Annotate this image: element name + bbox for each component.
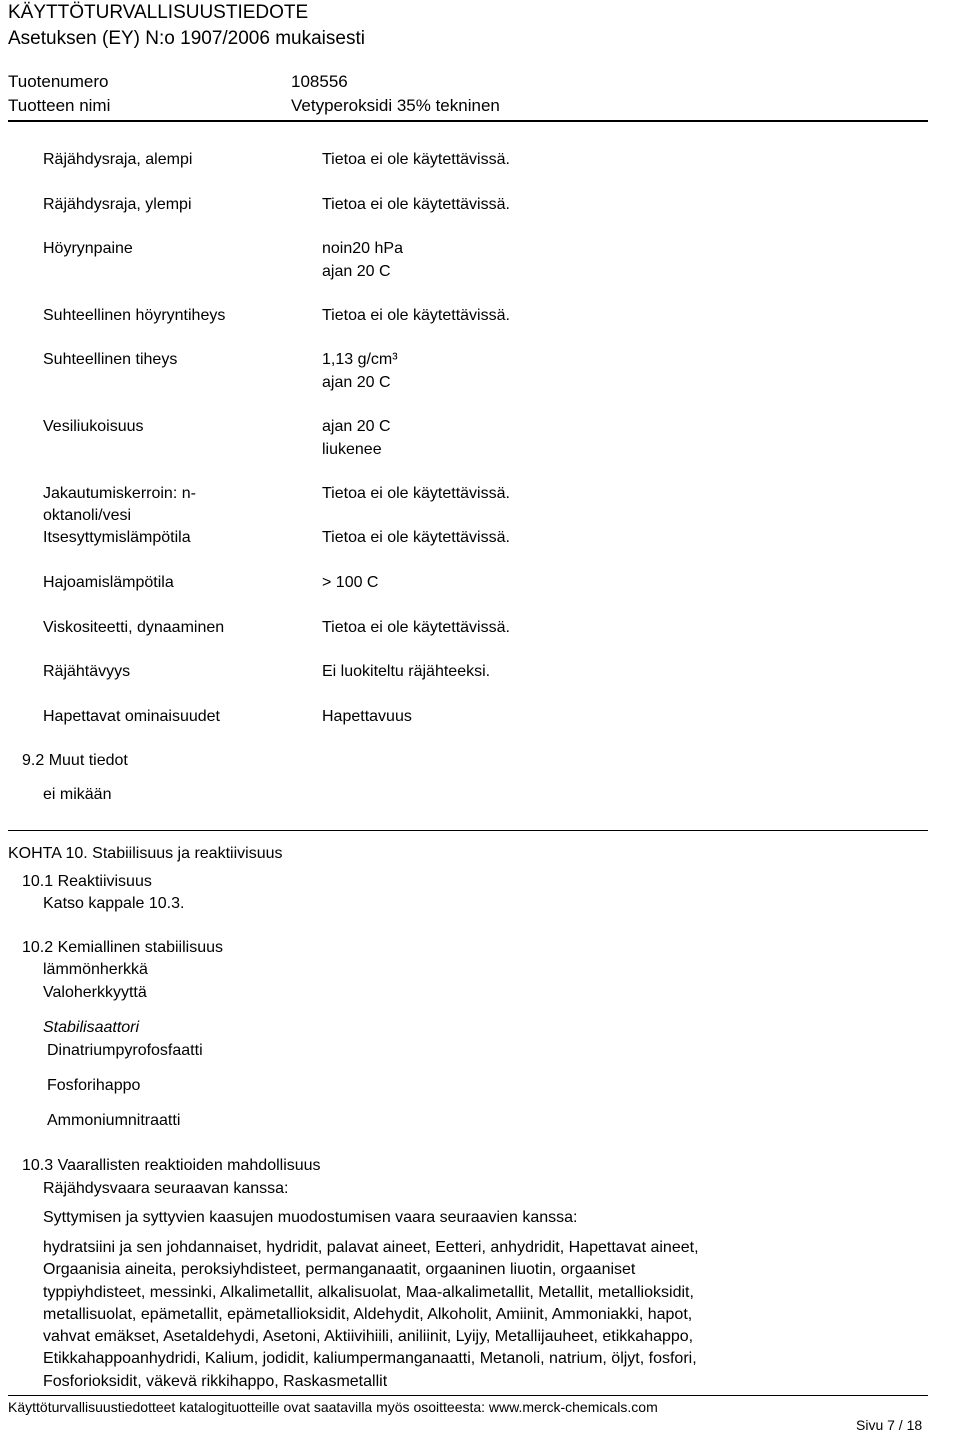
list-line: Orgaanisia aineita, peroksiyhdisteet, permanganaatit, orgaaninen liuotin, orgaaniset — [43, 1261, 636, 1279]
property-value: Tietoa ei ole käytettävissä. — [322, 485, 510, 502]
list-line: vahvat emäkset, Asetaldehydi, Asetoni, Aktiivihiili, aniliinit, Lyijy, Metallijauheet, etikkahappo, — [43, 1328, 694, 1346]
document-title: KÄYTTÖTURVALLISUUSTIEDOTE — [8, 2, 309, 23]
product-name-value: Vetyperoksidi 35% tekninen — [291, 96, 500, 115]
property-label: Hapettavat ominaisuudet — [43, 708, 220, 725]
list-line: Fosforioksidit, väkevä rikkihappo, Raskasmetallit — [43, 1372, 388, 1390]
property-value-condition: ajan 20 C — [322, 374, 391, 391]
section-divider — [8, 830, 928, 831]
property-label: Räjähdysraja, alempi — [43, 151, 193, 168]
property-label: Hajoamislämpötila — [43, 574, 174, 591]
property-value: ajan 20 C — [322, 418, 391, 435]
property-value-detail: liukenee — [322, 441, 382, 458]
property-label: Höyrynpaine — [43, 240, 133, 257]
property-value: > 100 C — [322, 574, 379, 591]
property-value: Hapettavuus — [322, 708, 412, 725]
property-label: Räjähdysraja, ylempi — [43, 196, 192, 213]
stabilizer-item: Fosforihappo — [47, 1077, 141, 1094]
list-line: metallisuolat, epämetallit, epämetallioksidit, Aldehydit, Alkoholit, Amiinit, Ammoniakki, hapot, — [43, 1305, 693, 1323]
document-subtitle: Asetuksen (EY) N:o 1907/2006 mukaisesti — [8, 28, 365, 49]
section-10-2-line: lämmönherkkä — [43, 961, 148, 978]
property-label: Viskositeetti, dynaaminen — [43, 619, 225, 636]
section-10-3-line: Räjähdysvaara seuraavan kanssa: — [43, 1180, 289, 1197]
section-10-3-heading: 10.3 Vaarallisten reaktioiden mahdollisuus — [22, 1157, 321, 1174]
property-value: 1,13 g/cm³ — [322, 351, 398, 368]
section-9-2-text: ei mikään — [43, 786, 112, 803]
page-number: Sivu 7 / 18 — [856, 1417, 923, 1433]
property-value: Tietoa ei ole käytettävissä. — [322, 529, 510, 546]
stabilizer-label: Stabilisaattori — [43, 1019, 140, 1036]
property-label: Jakautumiskerroin: n- — [43, 485, 196, 502]
property-value: Ei luokiteltu räjähteeksi. — [322, 663, 491, 680]
property-value-condition: ajan 20 C — [322, 263, 391, 280]
footer-note: Käyttöturvallisuustiedotteet katalogituotteille ovat saatavilla myös osoitteesta: www.merck-chemicals.com — [8, 1399, 658, 1415]
property-value: Tietoa ei ole käytettävissä. — [322, 151, 510, 168]
list-line: typpiyhdisteet, messinki, Alkalimetallit, alkalisuolat, Maa-alkalimetallit, Metallit, metallioksidit, — [43, 1283, 694, 1301]
header-divider — [8, 120, 928, 122]
property-label: Itsesyttymislämpötila — [43, 529, 191, 546]
property-label: Suhteellinen höyryntiheys — [43, 307, 226, 324]
section-10-3-line: Syttymisen ja syttyvien kaasujen muodostumisen vaara seuraavien kanssa: — [43, 1209, 578, 1226]
section-10-heading: KOHTA 10. Stabiilisuus ja reaktiivisuus — [8, 845, 283, 862]
list-line: hydratsiini ja sen johdannaiset, hydridit, palavat aineet, Eetteri, anhydridit, Hapettavat aineet, — [43, 1239, 699, 1256]
footer-divider — [8, 1395, 928, 1396]
section-10-2-heading: 10.2 Kemiallinen stabiilisuus — [22, 939, 223, 956]
stabilizer-item: Dinatriumpyrofosfaatti — [47, 1042, 203, 1059]
product-number-label: Tuotenumero — [8, 72, 109, 91]
property-value: noin20 hPa — [322, 240, 403, 257]
incompatible-substances-list — [43, 1237, 813, 1393]
product-name-label: Tuotteen nimi — [8, 96, 111, 115]
property-label-cont: oktanoli/vesi — [43, 507, 132, 524]
property-label: Suhteellinen tiheys — [43, 351, 178, 368]
section-10-1-text: Katso kappale 10.3. — [43, 895, 185, 912]
section-9-2-heading: 9.2 Muut tiedot — [22, 752, 128, 769]
property-label: Räjähtävyys — [43, 663, 131, 680]
stabilizer-item: Ammoniumnitraatti — [47, 1112, 181, 1129]
product-number-value: 108556 — [291, 72, 348, 91]
property-value: Tietoa ei ole käytettävissä. — [322, 307, 510, 324]
property-label: Vesiliukoisuus — [43, 418, 144, 435]
section-10-2-line: Valoherkkyyttä — [43, 984, 147, 1001]
property-value: Tietoa ei ole käytettävissä. — [322, 196, 510, 213]
list-line: Etikkahappoanhydridi, Kalium, jodidit, kaliumpermanganaatti, Metanoli, natrium, öljyt, fosfori, — [43, 1350, 697, 1368]
property-value: Tietoa ei ole käytettävissä. — [322, 619, 510, 636]
section-10-1-heading: 10.1 Reaktiivisuus — [22, 873, 152, 890]
